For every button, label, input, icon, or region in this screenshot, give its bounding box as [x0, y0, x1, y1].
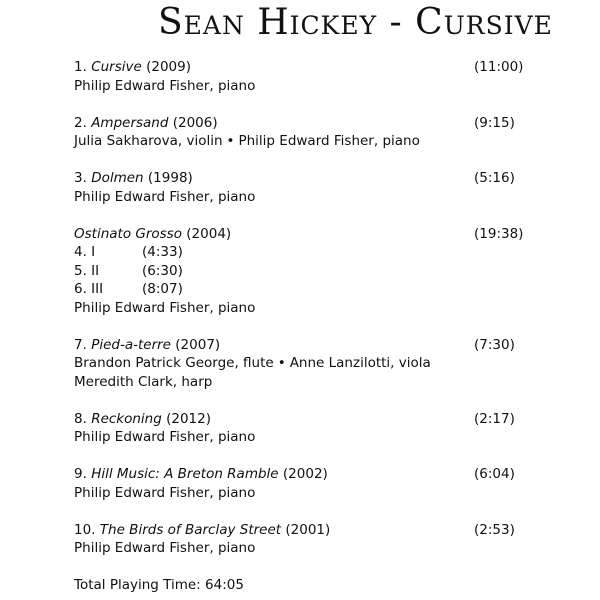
- track-year: (2002): [282, 466, 328, 482]
- track-number: 2.: [74, 114, 87, 131]
- track-duration: (6:04): [474, 466, 515, 482]
- track-performers: [74, 373, 574, 392]
- track-heading: [74, 58, 574, 77]
- performer: Julia Sakharova, violin: [74, 133, 223, 149]
- track-number: 8.: [74, 410, 87, 427]
- track-name: Ampersand: [91, 114, 169, 131]
- separator: •: [226, 133, 235, 149]
- movement-duration: (6:30): [142, 262, 183, 279]
- performer: Philip Edward Fisher, piano: [74, 429, 256, 445]
- movement-duration: (4:33): [142, 244, 183, 260]
- track-item: [74, 169, 574, 206]
- track-group-ostinato: [74, 225, 574, 318]
- track-heading: [74, 336, 574, 355]
- movement-item: [74, 243, 574, 262]
- track-performers: [74, 484, 574, 503]
- track-item: [74, 336, 574, 392]
- performer: Meredith Clark, harp: [74, 373, 213, 390]
- track-year: (2009): [146, 59, 191, 75]
- track-year: (2012): [166, 410, 211, 427]
- track-heading: [74, 465, 574, 484]
- track-number: 7.: [74, 336, 87, 353]
- album-title: Sean Hickey - Cursive: [158, 2, 553, 43]
- track-name: Dolmen: [91, 170, 144, 186]
- track-heading: [74, 521, 574, 540]
- track-number: 1.: [74, 59, 87, 75]
- performer: Philip Edward Fisher, piano: [74, 540, 256, 556]
- movement-label: 4. I: [74, 244, 96, 260]
- track-item: [74, 114, 574, 151]
- group-heading: [74, 225, 574, 244]
- performer: Philip Edward Fisher, piano: [74, 299, 256, 316]
- track-name: Reckoning: [91, 410, 162, 427]
- track-duration: (11:00): [474, 59, 524, 75]
- track-name: Cursive: [91, 59, 142, 75]
- performer: Philip Edward Fisher, piano: [74, 484, 256, 501]
- track-duration: (2:53): [474, 521, 515, 538]
- performer: Philip Edward Fisher, piano: [74, 77, 256, 94]
- movement-item: [74, 280, 574, 299]
- track-duration: (9:15): [474, 114, 515, 131]
- track-performers: [74, 188, 574, 207]
- movement-label: 6. III: [74, 281, 104, 297]
- performer: Anne Lanzilotti, viola: [289, 355, 431, 371]
- performer: Philip Edward Fisher, piano: [238, 133, 420, 149]
- track-duration: (7:30): [474, 336, 515, 353]
- separator: •: [277, 355, 286, 371]
- movement-label: 5. II: [74, 262, 100, 279]
- track-performers: [74, 132, 574, 151]
- track-heading: [74, 410, 574, 429]
- track-year: (1998): [147, 170, 193, 186]
- performer: Brandon Patrick George, flute: [74, 355, 274, 371]
- track-performers: [74, 77, 574, 96]
- track-year: (2007): [175, 336, 221, 353]
- track-item: [74, 58, 574, 95]
- track-performers: [74, 354, 574, 373]
- track-heading: [74, 114, 574, 133]
- track-number: 3.: [74, 170, 87, 186]
- track-performers: [74, 428, 574, 447]
- movement-duration: (8:07): [142, 281, 183, 297]
- track-name: Pied-a-terre: [91, 336, 171, 353]
- track-year: (2006): [172, 114, 218, 131]
- track-performers: [74, 539, 574, 558]
- track-item: [74, 521, 574, 558]
- track-list: [74, 58, 574, 595]
- track-item: [74, 465, 574, 502]
- track-year: (2001): [285, 521, 331, 538]
- track-item: [74, 410, 574, 447]
- track-duration: (2:17): [474, 410, 515, 427]
- movement-item: [74, 262, 574, 281]
- track-name: Hill Music: A Breton Ramble: [91, 466, 279, 482]
- track-duration: (5:16): [474, 170, 515, 186]
- group-year: (2004): [186, 225, 232, 242]
- track-heading: [74, 169, 574, 188]
- performer: Philip Edward Fisher, piano: [74, 188, 256, 205]
- track-number: 9.: [74, 466, 87, 482]
- track-name: The Birds of Barclay Street: [99, 521, 282, 538]
- total-playing-time: Total Playing Time: 64:05: [74, 577, 244, 593]
- track-performers: [74, 299, 574, 318]
- track-number: 10.: [74, 521, 96, 538]
- group-duration: (19:38): [474, 225, 524, 242]
- group-name: Ostinato Grosso: [74, 225, 182, 242]
